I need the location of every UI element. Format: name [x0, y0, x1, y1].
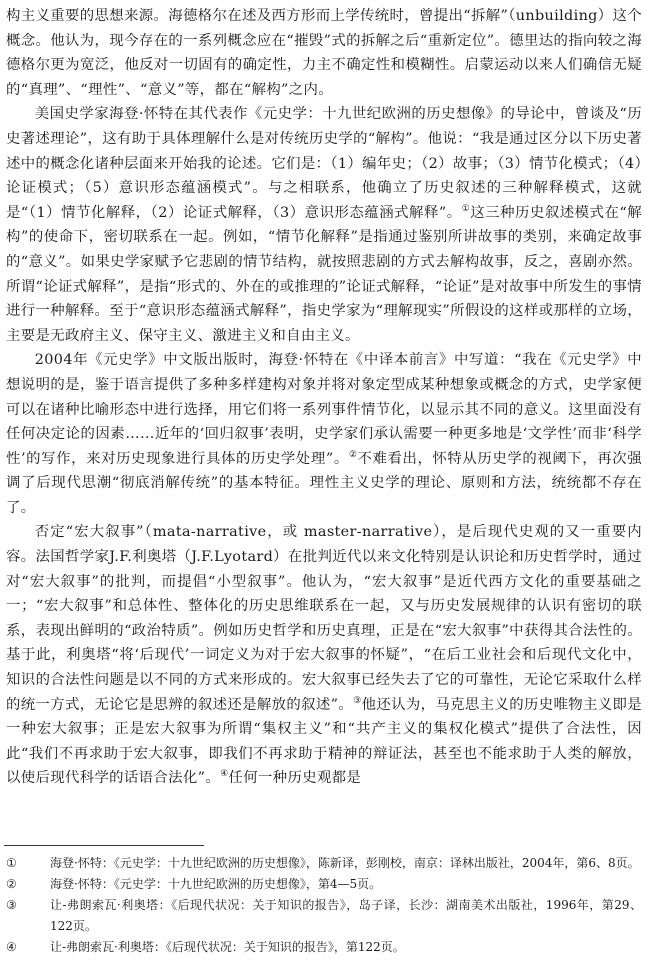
footnote-mark: ①	[6, 856, 17, 870]
paragraph-text: 构主义重要的思想来源。海德格尔在述及西方形而上学传统时，曾提出“拆解”（unbuilding）这个概念。他认为，现今存在的一系列概念应在“摧毁”式的拆解之后“重新定位”。德里达的指向较之海德格尔更为宽泛，他反对一切固有的确定性，力主不确定性和模糊性。启蒙运动以来人们确信无疑的“真理”、“理性”、“意义”等，都在“解构”之内。	[6, 8, 642, 98]
footnote-reference: ②	[348, 449, 358, 460]
paragraph-text: 任何一种历史观都是	[228, 770, 362, 787]
footnote-text: 让-弗朗索瓦·利奥塔：《后现代状况：关于知识的报告》，岛子译，长沙：湖南美术出版社，1996年，第29、122页。	[50, 898, 642, 933]
footnote-mark: ②	[6, 877, 17, 891]
footnotes	[4, 853, 642, 958]
paragraph-text: 不难看出，怀特从历史学的视阈下，再次强调了后现代思潮“彻底消解传统”的基本特征。理性主义史学的理论、原则和方法，统统都不存在了。	[6, 450, 642, 516]
footnote-reference: ③	[353, 695, 362, 706]
footnote	[4, 937, 642, 958]
footnote-text: 海登·怀特：《元史学：十九世纪欧洲的历史想像》，第4—5页。	[50, 877, 382, 891]
footnote-reference: ①	[461, 203, 471, 214]
footnote-mark: ③	[6, 898, 17, 912]
footnote	[4, 895, 642, 937]
paragraph-text: 他还认为，马克思主义的历史唯物主义即是一种宏大叙事；正是宏大叙事为所谓“集权主义”和“共产主义的集权化模式”提供了合法性，因此“我们不再求助于宏大叙事，即我们不再求助于精神的辩证法，甚至也不能求助于人类的解放，以使后现代科学的话语合法化”。	[6, 696, 642, 787]
paragraph	[6, 520, 642, 791]
footnote	[4, 874, 642, 895]
footnote-reference: ④	[220, 769, 229, 780]
footnote	[4, 853, 642, 874]
footnote-divider	[4, 845, 204, 846]
footnote-text: 海登·怀特：《元史学：十九世纪欧洲的历史想像》，陈新译，彭刚校，南京：译林出版社，2004年，第6、8页。	[50, 856, 640, 870]
paragraph	[6, 102, 642, 348]
footnote-mark: ④	[6, 940, 17, 954]
paragraph	[6, 4, 642, 102]
paragraph-text: 美国史学家海登·怀特在其代表作《元史学：十九世纪欧洲的历史想像》的导论中，曾谈及“历史著述理论”，这有助于具体理解什么是对传统历史学的“解构”。他说：“我是通过区分以下历史著述中的概念化诸种层面来开始我的论述。它们是：（1）编年史；（2）故事；（3）情节化模式；（4）论证模式；（5）意识形态蕴涵模式”。与之相联系，他确立了历史叙述的三种解释模式，这就是“（1）情节化解释，（2）论证式解释，（3）意识形态蕴涵式解释”。	[6, 106, 642, 221]
paragraph-text: 2004年《元史学》中文版出版时，海登·怀特在《中译本前言》中写道：“我在《元史学》中想说明的是，鉴于语言提供了多种多样建构对象并将对象定型成某种想象或概念的方式，史学家便可以在诸种比喻形态中进行选择，用它们将一系列事件情节化，以显示其不同的意义。这里面没有任何决定论的因素……近年的‘回归叙事’表明，史学家们承认需要一种更多地是‘文学性’而非‘科学性’的写作，来对历史现象进行具体的历史学处理”。	[6, 352, 642, 467]
paragraph	[6, 348, 642, 520]
paragraph-text: 这三种历史叙述模式在“解构”的使命下，密切联系在一起。例如，“情节化解释”是指通过鉴别所讲故事的类别，来确定故事的“意义”。如果史学家赋予它悲剧的情节结构，就按照悲剧的方式去解构故事，反之，喜剧亦然。所谓“论证式解释”，是指“形式的、外在的或推理的”论证式解释，“论证”是对故事中所发生的事情进行一种解释。至于“意识形态蕴涵式解释”，指史学家为“理解现实”所假设的这样或那样的立场，主要是无政府主义、保守主义、激进主义和自由主义。	[6, 204, 642, 344]
paragraph-text: 否定“宏大叙事”（mata-narrative，或 master-narrative），是后现代史观的又一重要内容。法国哲学家J.F.利奥塔（J.F.Lyotard）在批判近代以来文化特别是认识论和历史哲学时，通过对“宏大叙事”的批判，而提倡“小型叙事”。他认为，“宏大叙事”是近代西方文化的重要基础之一；“宏大叙事”和总体性、整体化的历史思维联系在一起，又与历史发展规律的认识有密切的联系，表现出鲜明的“政治特质”。例如历史哲学和历史真理，正是在“宏大叙事”中获得其合法性的。基于此，利奥塔“将‘后现代’一词定义为对于宏大叙事的怀疑”，“在后工业社会和后现代文化中，知识的合法性问题是以不同的方式来形成的。宏大叙事已经失去了它的可靠性，无论它采取什么样的统一方式，无论它是思辨的叙述还是解放的叙述”。	[6, 524, 642, 713]
body-text	[6, 4, 642, 791]
footnote-text: 让-弗朗索瓦·利奥塔：《后现代状况：关于知识的报告》，第122页。	[50, 940, 405, 954]
